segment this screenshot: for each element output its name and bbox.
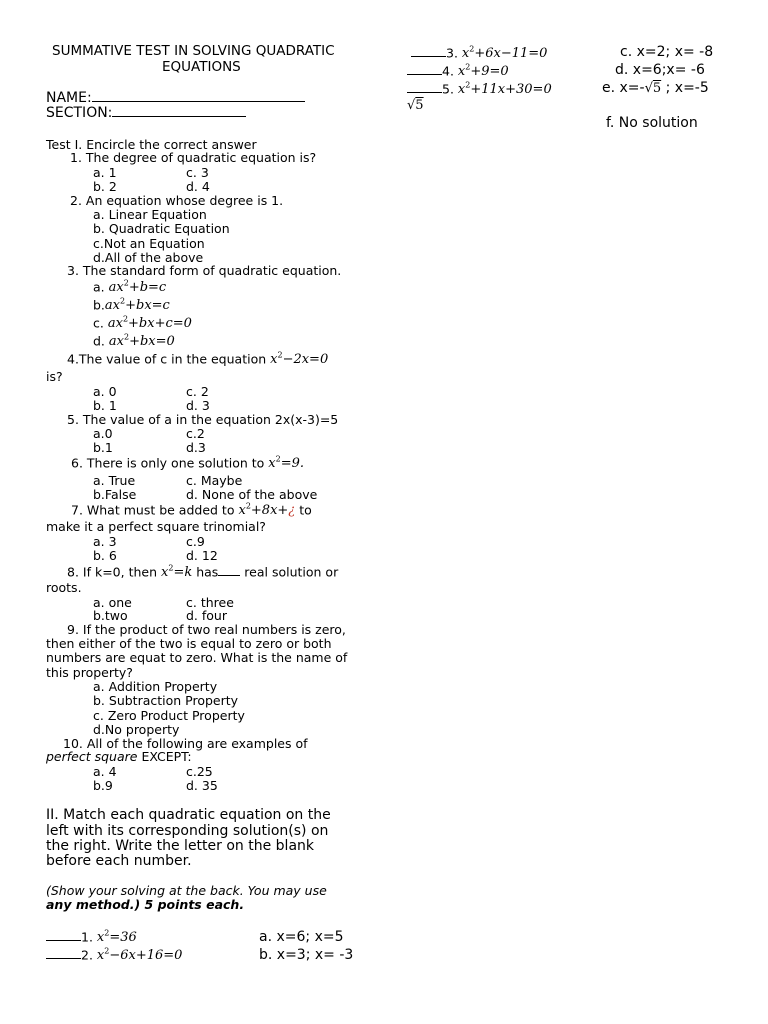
q4-option-c[interactable]: c. 2 (186, 384, 209, 399)
q9-line1: 9. If the product of two real numbers is zero, (67, 622, 346, 637)
q7-option-d[interactable]: d. 12 (186, 548, 218, 563)
q7-option-a[interactable]: a. 3 (93, 534, 117, 549)
section-blank[interactable] (112, 105, 246, 117)
test2-note1: (Show your solving at the back. You may use (46, 883, 327, 898)
test2-line1: II. Match each quadratic equation on the (46, 807, 331, 823)
q5-option-b[interactable]: b.1 (93, 440, 113, 455)
q3-d-equation: $ax^2+bx=0$ (108, 333, 175, 350)
q10-option-b[interactable]: b.9 (93, 778, 113, 793)
name-blank[interactable] (92, 90, 305, 102)
q6-equation: $x^2=9$. (268, 455, 305, 472)
q6-option-a[interactable]: a. True (93, 473, 136, 488)
sqrt5-symbol: √5 (644, 81, 662, 96)
name-row (46, 90, 305, 106)
match-equation-5: $x^2+11x+30=0$ (457, 81, 552, 98)
match-blank-2[interactable] (46, 947, 81, 959)
q9-option-d[interactable]: d.No property (93, 722, 180, 737)
match-blank-5[interactable] (407, 81, 442, 93)
q8-line2: roots. (46, 580, 82, 595)
q7-option-b[interactable]: b. 6 (93, 548, 117, 563)
q2-text: 2. An equation whose degree is 1. (70, 193, 284, 208)
match-blank-3[interactable] (411, 45, 446, 57)
q4-option-d[interactable]: d. 3 (186, 398, 210, 413)
test2-line4: before each number. (46, 853, 192, 869)
q2-option-b[interactable]: b. Quadratic Equation (93, 221, 230, 236)
q3-option-d[interactable]: d. $ax^2+bx=0$ (93, 333, 175, 350)
section-label: SECTION: (46, 105, 113, 121)
q8-option-c[interactable]: c. three (186, 595, 234, 610)
q3-a-equation: $ax^2+b=c$ (108, 279, 167, 296)
match-blank-1[interactable] (46, 929, 81, 941)
test2-note2: any method.) 5 points each. (46, 897, 245, 912)
q10-option-c[interactable]: c.25 (186, 764, 213, 779)
q4-option-b[interactable]: b. 1 (93, 398, 117, 413)
q3-option-b[interactable]: $b.ax^2+bx=c$ (93, 297, 170, 314)
q10-option-d[interactable]: d. 35 (186, 778, 218, 793)
match-choice-f: f. No solution (606, 115, 698, 131)
match-equation-4: $x^2+9=0$ (457, 63, 509, 80)
q8-text: 8. If k=0, then $x^2=k$ has real solution or (67, 564, 339, 581)
name-label: NAME: (46, 90, 92, 106)
q5-option-a[interactable]: a.0 (93, 426, 113, 441)
q8-option-d[interactable]: d. four (186, 608, 227, 623)
match-item-1: 1. $x^2=36$ (46, 929, 137, 945)
test2-line3: the right. Write the letter on the blank (46, 838, 315, 854)
q3-text: 3. The standard form of quadratic equation. (67, 263, 342, 278)
q8-option-b[interactable]: b.two (93, 608, 128, 623)
q6-text: 6. There is only one solution to $x^2=9$. (71, 455, 305, 472)
q10-line2: perfect square EXCEPT: (46, 749, 192, 764)
title-line-2: EQUATIONS (162, 59, 241, 75)
section-row (46, 105, 246, 121)
q9-line3: numbers are equat to zero. What is the name of (46, 650, 348, 665)
q3-c-equation: $ax^2+bx+c=0$ (107, 315, 192, 332)
match-equation-3: $x^2+6x-11=0$ (461, 45, 548, 62)
q9-option-c[interactable]: c. Zero Product Property (93, 708, 245, 723)
q1-option-b[interactable]: b. 2 (93, 179, 117, 194)
q6-option-c[interactable]: c. Maybe (186, 473, 243, 488)
q8-option-a[interactable]: a. one (93, 595, 132, 610)
q10-option-a[interactable]: a. 4 (93, 764, 117, 779)
q6-option-d[interactable]: d. None of the above (186, 487, 318, 502)
q2-option-a[interactable]: a. Linear Equation (93, 207, 207, 222)
q3-b-equation: $ax^2+bx=c$ (104, 297, 170, 314)
q2-option-d[interactable]: d.All of the above (93, 250, 204, 265)
q9-line4: this property? (46, 665, 133, 680)
q4-text: 4.The value of c in the equation $x^2-2x=0$ (67, 351, 329, 368)
q4-tail: is? (46, 369, 63, 384)
q9-line2: then either of the two is equal to zero or both (46, 636, 332, 651)
q4-option-a[interactable]: a. 0 (93, 384, 117, 399)
match-item-4: 4. $x^2+9=0$ (407, 63, 509, 79)
q8-blank[interactable] (218, 564, 240, 576)
q5-option-c[interactable]: c.2 (186, 426, 205, 441)
match-choice-c: c. x=2; x= -8 (620, 44, 714, 60)
match-choice-a: a. x=6; x=5 (259, 929, 344, 945)
q10-line1: 10. All of the following are examples of (63, 736, 308, 751)
match-equation-1: $x^2=36$ (96, 929, 137, 946)
q7-text: 7. What must be added to $x^2+8x+¿$ to (71, 502, 312, 519)
q1-text: 1. The degree of quadratic equation is? (70, 150, 317, 165)
q3-option-a[interactable]: a. $ax^2+b=c$ (93, 279, 167, 296)
q7-line2: make it a perfect square trinomial? (46, 519, 266, 534)
q8-equation: $x^2=k$ (161, 564, 193, 581)
q5-option-d[interactable]: d.3 (186, 440, 206, 455)
q4-equation: $x^2-2x=0$ (270, 351, 329, 368)
stray-sqrt5: √5 (407, 98, 424, 113)
q2-option-c[interactable]: c.Not an Equation (93, 236, 205, 251)
q7-option-c[interactable]: c.9 (186, 534, 205, 549)
match-item-5: 5. $x^2+11x+30=0$ (407, 81, 552, 97)
q1-option-a[interactable]: a. 1 (93, 165, 117, 180)
match-equation-2: $x^2-6x+16=0$ (96, 947, 183, 964)
match-choice-e: e. x=-√5 ; x=-5 (602, 80, 709, 96)
q7-equation: $x^2+8x+¿$ (238, 502, 296, 519)
test1-instruction: Test I. Encircle the correct answer (46, 137, 257, 152)
q9-option-a[interactable]: a. Addition Property (93, 679, 218, 694)
q6-option-b[interactable]: b.False (93, 487, 137, 502)
match-choice-d: d. x=6;x= -6 (615, 62, 705, 78)
match-item-3: 3. $x^2+6x-11=0$ (411, 45, 547, 61)
title-line-1: SUMMATIVE TEST IN SOLVING QUADRATIC (52, 43, 335, 59)
match-item-2: 2. $x^2-6x+16=0$ (46, 947, 182, 963)
q9-option-b[interactable]: b. Subtraction Property (93, 693, 239, 708)
match-blank-4[interactable] (407, 63, 442, 75)
q1-option-d[interactable]: d. 4 (186, 179, 210, 194)
match-choice-b: b. x=3; x= -3 (259, 947, 354, 963)
q1-option-c[interactable]: c. 3 (186, 165, 209, 180)
q5-text: 5. The value of a in the equation 2x(x-3)=5 (67, 412, 339, 427)
q3-option-c[interactable]: c. $ax^2+bx+c=0$ (93, 315, 192, 332)
test2-line2: left with its corresponding solution(s) on (46, 823, 329, 839)
